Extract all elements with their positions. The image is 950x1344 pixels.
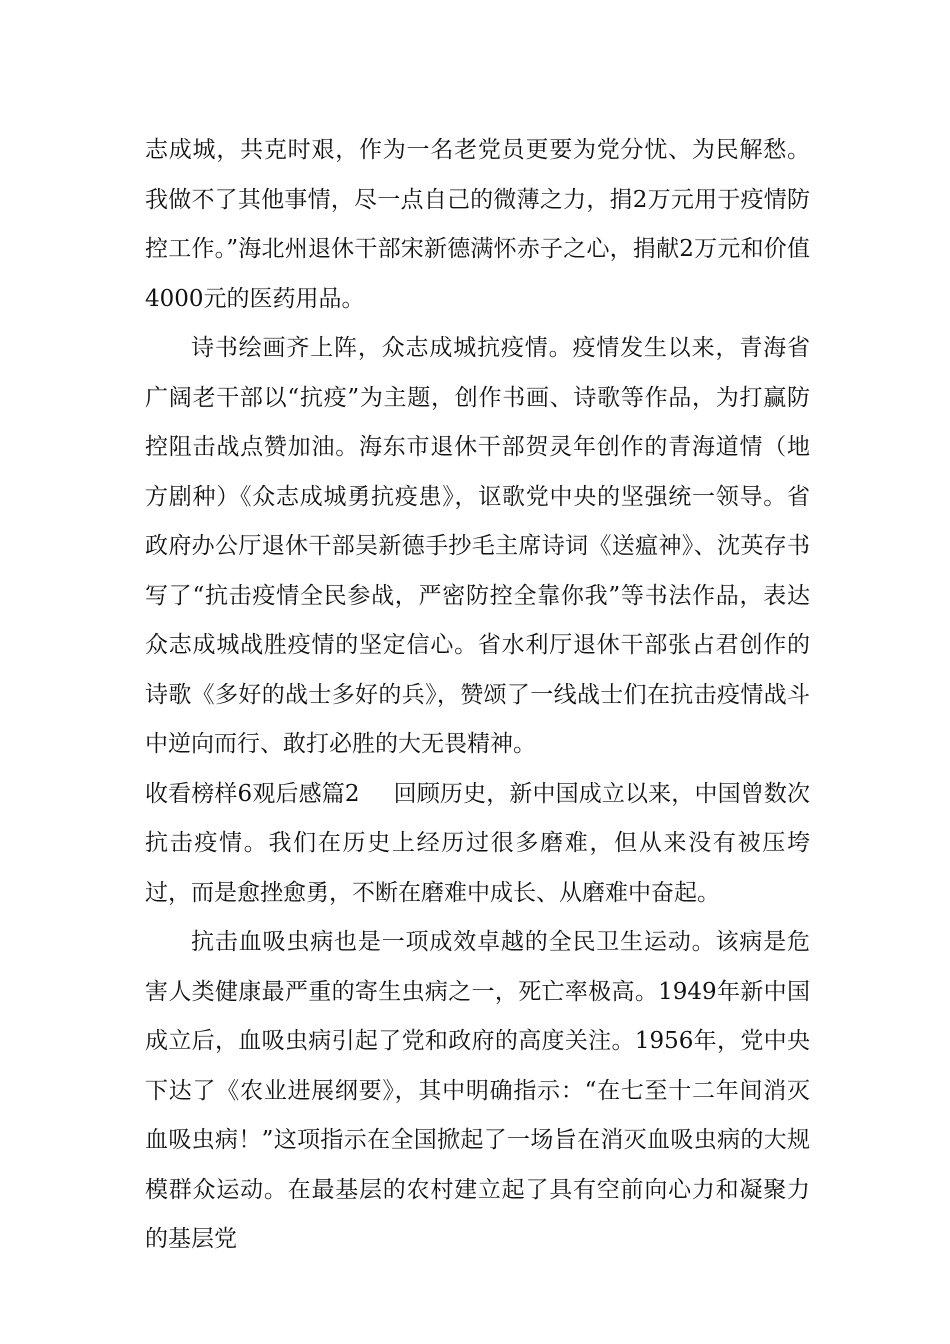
paragraph-2: 诗书绘画齐上阵，众志成城抗疫情。疫情发生以来，青海省广阔老干部以“抗疫”为主题，创作书画、诗歌等作品，为打赢防控阻击战点赞加油。海东市退休干部贺灵年创作的青海道情（地方剧种）《众志成城勇抗疫患》，讴歌党中央的坚强统一领导。省政府办公厅退休干部吴新德手抄毛主席诗词《送瘟神》、沈英存书写了“抗击疫情全民参战，严密防控全靠你我”等书法作品，表达众志成城战胜疫情的坚定信心。省水利厅退休干部张占君创作的诗歌《多好的战士多好的兵》，赞颂了一线战士们在抗击疫情战斗中逆向而行、敢打必胜的大无畏精神。 bbox=[145, 335, 810, 757]
paragraph-1: 志成城，共克时艰，作为一名老党员更要为党分忧、为民解愁。我做不了其他事情，尽一点自己的微薄之力，捐2万元用于疫情防控工作。”海北州退休干部宋新德满怀赤子之心，捐献2万元和价值4000元的医药用品。 bbox=[145, 137, 810, 312]
paragraph-3 bbox=[145, 770, 810, 919]
document-body bbox=[145, 126, 810, 1265]
paragraph-3-text: 回顾历史，新中国成立以来，中国曾数次抗击疫情。我们在历史上经历过很多磨难，但从来没有被压垮过，而是愈挫愈勇，不断在磨难中成长、从磨难中奋起。 bbox=[145, 780, 810, 906]
section-heading: 收看榜样6观后感篇2 bbox=[145, 780, 360, 807]
paragraph-4: 抗击血吸虫病也是一项成效卓越的全民卫生运动。该病是危害人类健康最严重的寄生虫病之一，死亡率极高。1949年新中国成立后，血吸虫病引起了党和政府的高度关注。1956年，党中央下达了《农业进展纲要》，其中明确指示：“在七至十二年间消灭血吸虫病！”这项指示在全国掀起了一场旨在消灭血吸虫病的大规模群众运动。在最基层的农村建立起了具有空前向心力和凝聚力的基层党 bbox=[145, 929, 810, 1252]
